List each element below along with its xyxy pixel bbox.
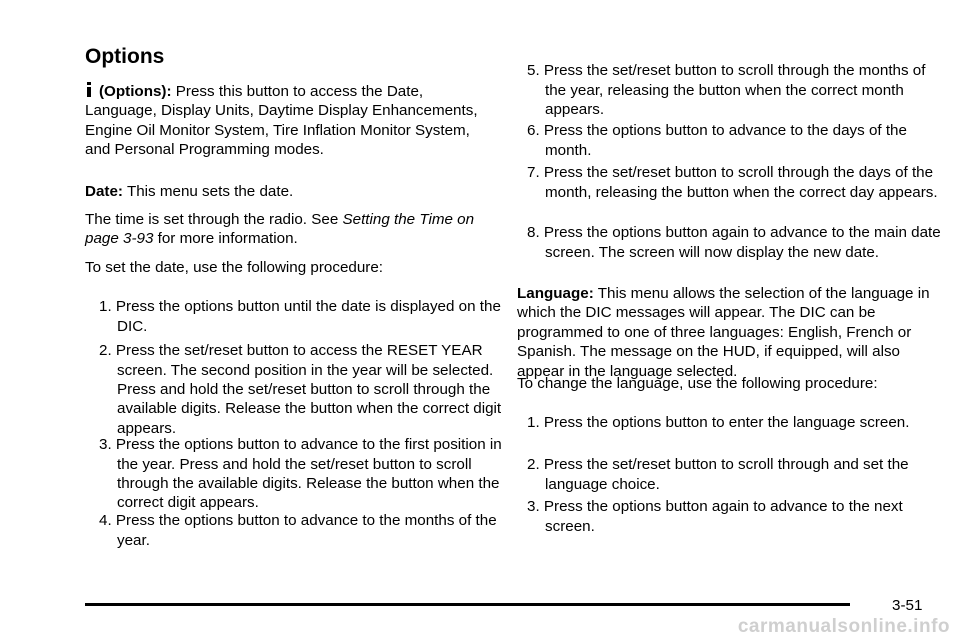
date-description: This menu sets the date. [126,183,294,200]
options-description: Press this button to access the Date, Language, Display Units, Daytime Display Enhancements, Engine Oil Monitor System, Tire Inflation Monitor System, and Personal Programming modes. [85,83,478,159]
time-text-before: The time is set through the radio. See [85,211,339,228]
list-item: 7. Press the set/reset button to scroll through the days of the month, releasing the button when the correct day appears. [527,164,938,201]
language-term: Language: [517,285,594,302]
time-text-after: for more information. [157,230,298,248]
date-term: Date: [85,183,123,200]
time-paragraph [85,210,495,249]
options-paragraph [85,82,495,160]
section-title: Options [85,45,165,68]
list-item: 2. Press the set/reset button to access the RESET YEAR screen. The second position in the year will be selected. Press and hold the set/reset button to scroll through the available digits. Release the button when the correct digit appears. [99,342,502,437]
date-paragraph [85,182,495,201]
list-item: 8. Press the options button again to advance to the main date screen. The screen will now display the new date. [527,224,941,261]
list-item: 6. Press the options button to advance to the days of the month. [527,122,907,159]
list-item: 1. Press the options button until the date is displayed on the DIC. [99,298,501,335]
time-reference-link[interactable]: Setting the Time on page 3-93 [85,211,475,248]
list-item: 2. Press the set/reset button to scroll through and set the language choice. [527,456,909,493]
list-item: 3. Press the options button to advance to the first position in the year. Press and hold the set/reset button to scroll through the available digits. Release the button when the correct digit appears. [99,436,502,512]
options-term: (Options): [99,83,172,100]
page-number: 3-51 [892,597,923,614]
list-item: 3. Press the options button again to advance to the next screen. [527,498,903,535]
procedure-intro: To set the date, use the following procedure: [85,259,384,276]
list-item: 5. Press the set/reset button to scroll through the months of the year, releasing the button when the correct month appears. [527,62,926,118]
language-procedure-intro: To change the language, use the following procedure: [517,375,878,392]
language-paragraph [517,284,937,381]
list-item: 1. Press the options button to enter the language screen. [527,414,910,432]
watermark: carmanualsonline.info [737,616,950,637]
language-description: This menu allows the selection of the language in which the DIC messages will appear. The DIC can be programmed to one of three languages: English, French or Spanish. The message on the HUD, if equipped, will also appear in the language selected. [517,285,930,380]
info-icon [85,82,93,97]
footer-rule [85,603,850,606]
list-item: 4. Press the options button to advance to the months of the year. [99,512,497,549]
